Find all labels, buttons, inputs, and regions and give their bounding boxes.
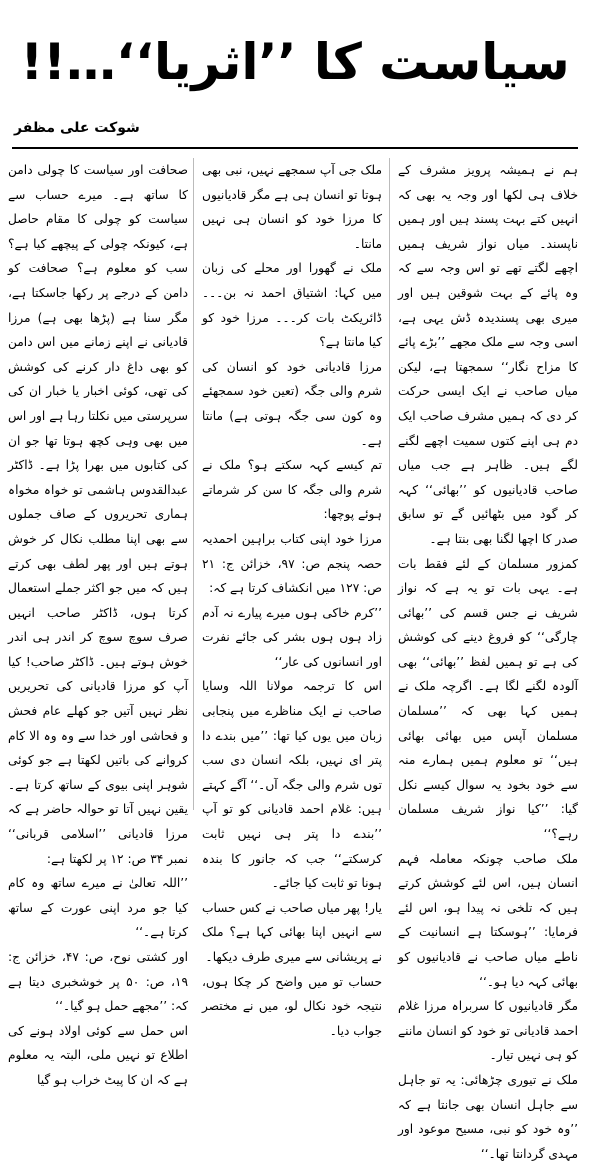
column-divider [389, 158, 390, 810]
paragraph: ’’اللہ تعالیٰ نے میرے ساتھ وہ کام کیا جو مرد اپنی عورت کے ساتھ کرتا ہے۔‘‘ [8, 876, 188, 940]
column-left [8, 158, 188, 1087]
paragraph: ملک جی آپ سمجھے نہیں، نبی بھی ہوتا تو انسان ہی ہے مگر قادیانیوں کا مرزا خود کو انسان ہی نہیں مانتا۔ [202, 163, 382, 251]
paragraph: ملک صاحب چونکہ معاملہ فہم انسان ہیں، اس لئے کوشش کرتے ہیں کہ تلخی نہ پیدا ہو، اس لئے فرمایا: ’’ہوسکتا ہے انسانیت کے ناطے میاں صاحب نے قادیانیوں کو بھائی کہہ دیا ہو۔‘‘ [398, 851, 578, 989]
paragraph: ملک نے تیوری چڑھائی: یہ تو جاہل سے جاہل انسان بھی جانتا ہے کہ ’’وہ خود کو نبی، مسیح موعود اور مہدی گردانتا تھا۔‘‘ [398, 1072, 578, 1161]
paragraph: ملک نے گھورا اور محلے کی زبان میں کہا: اشتیاق احمد نہ بن۔۔۔ ڈائریکٹ بات کر۔۔۔ مرزا خود کو کیا مانتا ہے؟ [202, 261, 382, 350]
paragraph: اس کا ترجمہ مولانا اللہ وسایا صاحب نے ایک مناظرے میں پنجابی زبان میں یوں کیا تھا: ’’میں بندے دا پتر ای نہیں، بلکہ انسان دی سب توں شرم والی جگہ آں۔‘‘ آگے کہتے ہیں: غلام احمد قادیانی کو تو آپ ’’بندے دا پتر ہی نہیں ثابت کرسکتے‘‘ جب کہ جانور کا بندہ ہونا تو ثابت کیا جائے۔ [202, 679, 382, 891]
byline: شوکت علی مظفر [14, 120, 140, 136]
paragraph: حساب تو میں واضح کر چکا ہوں، نتیجہ خود نکال لو، میں نے مختصر جواب دیا۔ [202, 974, 382, 1038]
paragraph: مگر قادیانیوں کا سربراہ مرزا غلام احمد قادیانی تو خود کو انسان ماننے کو ہی نہیں تیار۔ [398, 999, 578, 1063]
column-divider [193, 158, 194, 810]
paragraph: ہم نے ہمیشہ پرویز مشرف کے خلاف ہی لکھا اور وجہ یہ بھی کہ انہیں کتے بہت پسند ہیں اور ہمیں ناپسند۔ میاں نواز شریف ہمیں اچھے لگتے تھے تو اس وجہ سے کہ وہ پائے کے بہت شوقین ہیں اور میری بھی پسندیدہ ڈش یہی ہے، اسی وجہ سے ملک مجھے ’’بڑے پائے کا مزاح نگار‘‘ سمجھتا ہے، لیکن میاں صاحب نے ایک ایسی حرکت کر دی کہ ہمیں مشرف صاحب ایک دم ہی اپنے کتوں سمیت اچھے لگنے لگے ہیں۔ ظاہر ہے جب میاں صاحب قادیانیوں کو ’’بھائی‘‘ کہہ کر گود میں بٹھائیں گے تو سابق صدر کا اچھا لگنا بھی بنتا ہے۔ [398, 163, 578, 546]
column-right [398, 158, 578, 1161]
paragraph: صحافت اور سیاست کا چولی دامن کا ساتھ ہے۔ میرے حساب سے سیاست کو چولی کا مقام حاصل ہے، کیونکہ چولی کے پیچھے کیا ہے؟ سب کو معلوم ہے؟ صحافت کو دامن کے درجے پر رکھا جاسکتا ہے، مگر سنا ہے (پڑھا بھی ہے) مرزا قادیانی نے اپنے زمانے میں اس دامن کو بھی داغ دار کرنے کی کوشش کی تھی، کوئی اخبار یا خبار ان کی سرپرستی میں نکلتا رہا ہے اور اس میں بھی وہی کچھ ہوتا تھا جو ان کی کتابوں میں بھرا پڑا ہے۔ ڈاکٹر عبدالقدوس ہاشمی تو خواہ مخواہ ہماری تحریروں کے صاف جملوں سے بھی اپنا مطلب نکال کر خوش ہوتے ہیں اور پھر لطف بھی کرتے ہیں کہ میں جو اکثر جملے استعمال کرتا ہوں، ڈاکٹر صاحب انہیں صرف سوچ سوچ کر اندر ہی اندر خوش ہوتے ہیں۔ ڈاکٹر صاحب! کیا آپ کو مرزا قادیانی کی تحریریں نظر نہیں آتیں جو کھلے عام فحش و فحاشی اور خدا سے وہ وہ الا کام کروانے کی باتیں لکھتا ہے جو کوئی شوہر اپنی بیوی کے ساتھ کرتا ہے۔ یقین نہیں آتا تو حوالہ حاضر ہے کہ مرزا قادیانی ’’اسلامی قربانی‘‘ نمبر ۳۴ ص: ۱۲ پر لکھتا ہے: [8, 163, 188, 866]
headline: سیاست کا ’’اثریا‘‘…!! [20, 33, 570, 91]
paragraph: کمزور مسلمان کے لئے فقط بات ہے۔ یہی بات تو یہ ہے کہ نواز شریف نے جس قسم کی ’’بھائی چارگی‘‘ کو فروغ دینے کی کوشش کی ہے تو ہمیں لفظ ’’بھائی‘‘ بھی آلودہ لگنے لگا ہے۔ اگرچہ ملک نے ہمیں کہا بھی کہ ’’مسلمان مسلمان آپس میں بھائی بھائی ہیں‘‘ تو معلوم ہمیں ہمارے منہ سے خود بخود یہ سوال کیسے نکل گیا: ’’کیا نواز شریف مسلمان رہے؟‘‘ [398, 556, 578, 842]
paragraph: اس حمل سے کوئی اولاد ہونے کی اطلاع تو نہیں ملی، البتہ یہ معلوم ہے کہ ان کا پیٹ خراب ہو گیا [8, 1023, 188, 1087]
paragraph: ’’کرم خاکی ہوں میرے پیارے نہ آدم زاد ہوں ہوں بشر کی جائے نفرت اور انسانوں کی عار‘‘ [202, 605, 382, 669]
column-middle [202, 158, 382, 1038]
paragraph: یار! پھر میاں صاحب نے کس حساب سے انہیں اپنا بھائی کہا ہے؟ ملک نے پریشانی سے میری طرف دیکھا۔ [202, 900, 382, 964]
paragraph: مرزا خود اپنی کتاب براہین احمدیہ حصہ پنجم ص: ۹۷، خزائن ج: ۲۱ ص: ۱۲۷ میں انکشاف کرتا ہے کہ: [202, 531, 382, 596]
paragraph: مرزا قادیانی خود کو انسان کی شرم والی جگہ (تعین خود سمجھئے وہ کون سی جگہ ہوتی ہے) مانتا ہے۔ [202, 359, 382, 448]
paragraph: تم کیسے کہہ سکتے ہو؟ ملک نے شرم والی جگہ کا سن کر شرماتے ہوئے پوچھا: [202, 458, 382, 522]
paragraph: اور کشتی نوح، ص: ۴۷، خزائن ج: ۱۹، ص: ۵۰ پر خوشخبری دیتا ہے کہ: ’’مجھے حمل ہو گیا۔‘‘ [8, 950, 188, 1014]
header-rule [12, 147, 578, 149]
